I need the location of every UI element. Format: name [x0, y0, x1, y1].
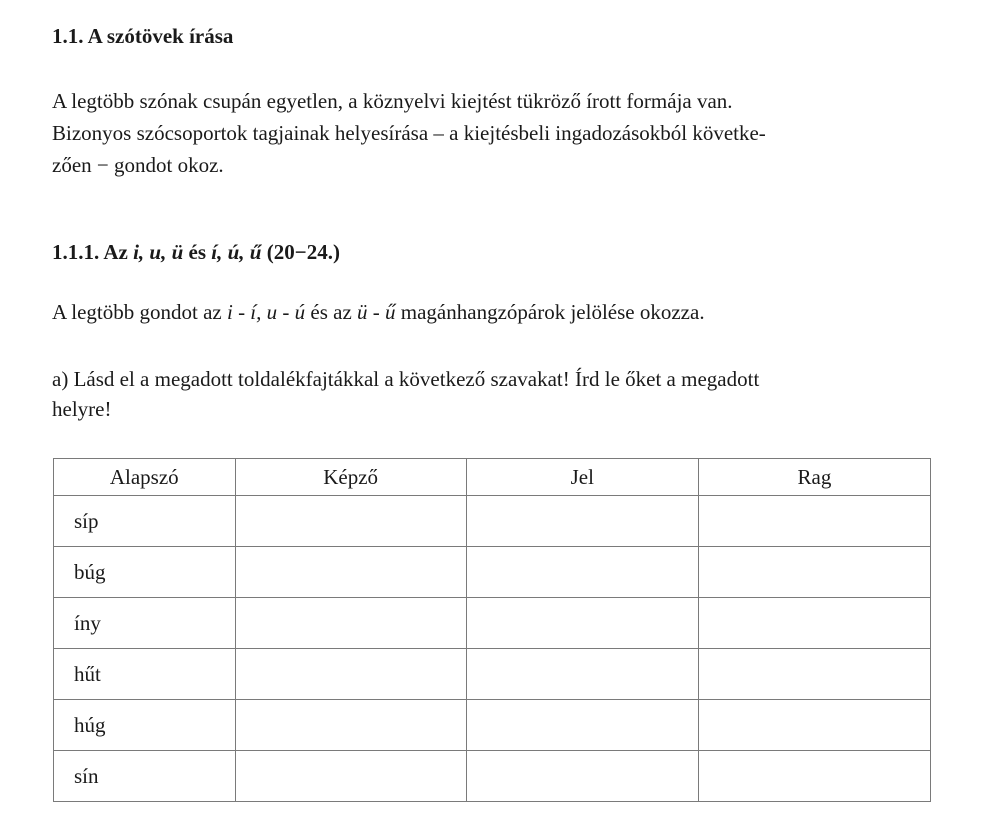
- intro-line-3: zően − gondot okoz.: [52, 153, 224, 177]
- header-jel: Jel: [466, 459, 698, 496]
- table-row: [54, 496, 931, 547]
- vowel-text-after: magánhangzópárok jelölése okozza.: [395, 300, 705, 324]
- vowel-text-middle: és az: [305, 300, 358, 324]
- rag-answer-cell[interactable]: [698, 598, 930, 649]
- table-row: [54, 598, 931, 649]
- base-word-cell: íny: [54, 598, 236, 649]
- base-word-cell: búg: [54, 547, 236, 598]
- table-row: [54, 547, 931, 598]
- table-header-row: [54, 459, 931, 496]
- subsection-heading-prefix: 1.1.1. Az: [52, 240, 134, 264]
- table-row: [54, 751, 931, 802]
- jel-answer-cell[interactable]: [466, 649, 698, 700]
- kepzo-answer-cell[interactable]: [235, 547, 466, 598]
- vowel-pair-i-u: i - í, u - ú: [226, 300, 306, 324]
- jel-answer-cell[interactable]: [466, 598, 698, 649]
- intro-line-1: A legtöbb szónak csupán egyetlen, a köznyelvi kiejtést tükröző írott formája van.: [52, 89, 733, 113]
- table-row: [54, 700, 931, 751]
- rag-answer-cell[interactable]: [698, 751, 930, 802]
- table-row: [54, 649, 931, 700]
- task-instruction: [52, 364, 936, 424]
- intro-line-2: Bizonyos szócsoportok tagjainak helyesírása – a kiejtésbeli ingadozásokból követke-: [52, 121, 766, 145]
- jel-answer-cell[interactable]: [466, 496, 698, 547]
- kepzo-answer-cell[interactable]: [235, 598, 466, 649]
- base-word-cell: síp: [54, 496, 236, 547]
- vowel-pair-u-umlaut: ü - ű: [357, 300, 396, 324]
- rag-answer-cell[interactable]: [698, 649, 930, 700]
- subsection-heading-suffix: (20−24.): [261, 240, 340, 264]
- vowel-text-before: A legtöbb gondot az: [52, 300, 227, 324]
- long-vowels: í, ú, ű: [211, 240, 262, 264]
- rag-answer-cell[interactable]: [698, 700, 930, 751]
- jel-answer-cell[interactable]: [466, 700, 698, 751]
- header-rag: Rag: [698, 459, 930, 496]
- intro-paragraph: [52, 85, 936, 181]
- base-word-cell: húg: [54, 700, 236, 751]
- kepzo-answer-cell[interactable]: [235, 751, 466, 802]
- task-line-2: helyre!: [52, 397, 112, 421]
- jel-answer-cell[interactable]: [466, 547, 698, 598]
- jel-answer-cell[interactable]: [466, 751, 698, 802]
- task-line-1: a) Lásd el a megadott toldalékfajtákkal a következő szavakat! Írd le őket a megadott: [52, 367, 760, 391]
- vowel-pairs-paragraph: [52, 300, 705, 325]
- rag-answer-cell[interactable]: [698, 547, 930, 598]
- short-vowels: i, u, ü: [133, 240, 184, 264]
- subsection-heading-middle: és: [183, 240, 212, 264]
- base-word-cell: sín: [54, 751, 236, 802]
- kepzo-answer-cell[interactable]: [235, 496, 466, 547]
- base-word-cell: hűt: [54, 649, 236, 700]
- suffix-exercise-table: [53, 458, 931, 802]
- kepzo-answer-cell[interactable]: [235, 700, 466, 751]
- section-heading: 1.1. A szótövek írása: [52, 24, 234, 48]
- subsection-heading: [52, 240, 340, 265]
- header-kepzo: Képző: [235, 459, 466, 496]
- rag-answer-cell[interactable]: [698, 496, 930, 547]
- kepzo-answer-cell[interactable]: [235, 649, 466, 700]
- header-alapszo: Alapszó: [54, 459, 236, 496]
